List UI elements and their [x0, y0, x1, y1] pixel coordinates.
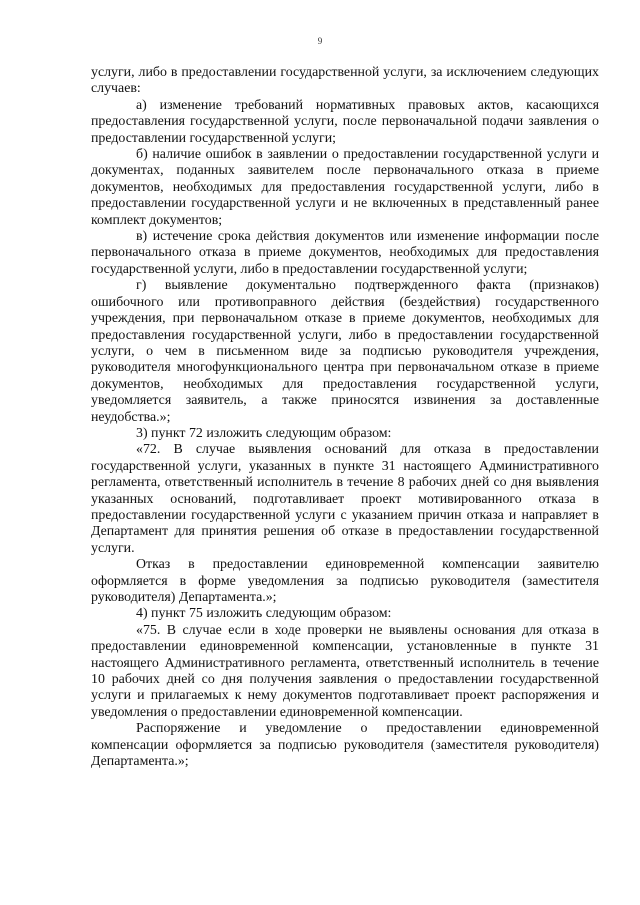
document-body	[91, 65, 599, 770]
paragraph: а) изменение требований нормативных правовых актов, касающихся предоставления государственной услуги, после первоначальной подачи заявления о предоставлении государственной услуги;	[91, 97, 599, 146]
paragraph: «72. В случае выявления оснований для отказа в предоставлении государственной услуги, указанных в пункте 31 настоящего Административного регламента, ответственный исполнитель в течение 8 рабочих дней со дня выявления указанных оснований, подготавливает проект мотивированного отказа в предоставлении государственной услуги с указанием причин отказа и направляет в Департамент для принятия решения об отказе в предоставлении государственной услуги.	[91, 442, 599, 556]
paragraph: 4) пункт 75 изложить следующим образом:	[136, 606, 392, 622]
paragraph: б) наличие ошибок в заявлении о предоставлении государственной услуги и документах, поданных заявителем после первоначального отказа в приеме документов, необходимых для предоставления государственной услуги, либо в предоставлении государственной услуги и не включенных в представленный ранее комплект документов;	[91, 147, 599, 228]
paragraph: г) выявление документально подтвержденного факта (признаков) ошибочного или противоправного действия (бездействия) государственного учреждения, при первоначальном отказе в приеме документов, необходимых для предоставления государственной услуги, либо в предоставлении государственной услуги, о чем в письменном виде за подписью руководителя учреждения, руководителя многофункционального центра при первоначальном отказе в приеме документов, необходимых для предоставления государственной услуги, уведомляется заявитель, а также приносятся извинения за доставленные неудобства.»;	[91, 278, 599, 425]
paragraph: услуги, либо в предоставлении государственной услуги, за исключением следующих случаев:	[91, 65, 599, 97]
paragraph: Распоряжение и уведомление о предоставлении единовременной компенсации оформляется за подписью руководителя (заместителя руководителя) Департамента.»;	[91, 721, 599, 770]
paragraph: 3) пункт 72 изложить следующим образом:	[136, 425, 392, 441]
paragraph: в) истечение срока действия документов или изменение информации после первоначального отказа в приеме документов, необходимых для предоставления государственной услуги, либо в предоставлении государственной услуги;	[91, 229, 599, 277]
paragraph: Отказ в предоставлении единовременной компенсации заявителю оформляется в форме уведомления за подписью руководителя (заместителя руководителя) Департамента.»;	[91, 557, 599, 605]
page-number: 9	[317, 36, 323, 46]
paragraph: «75. В случае если в ходе проверки не выявлены основания для отказа в предоставлении единовременной компенсации, установленные в пункте 31 настоящего Административного регламента, ответственный исполнитель в течение 10 рабочих дней со дня получения заявления о предоставлении государственной услуги и прилагаемых к нему документов подготавливает проект распоряжения и уведомления о предоставлении единовременной компенсации.	[91, 622, 599, 720]
